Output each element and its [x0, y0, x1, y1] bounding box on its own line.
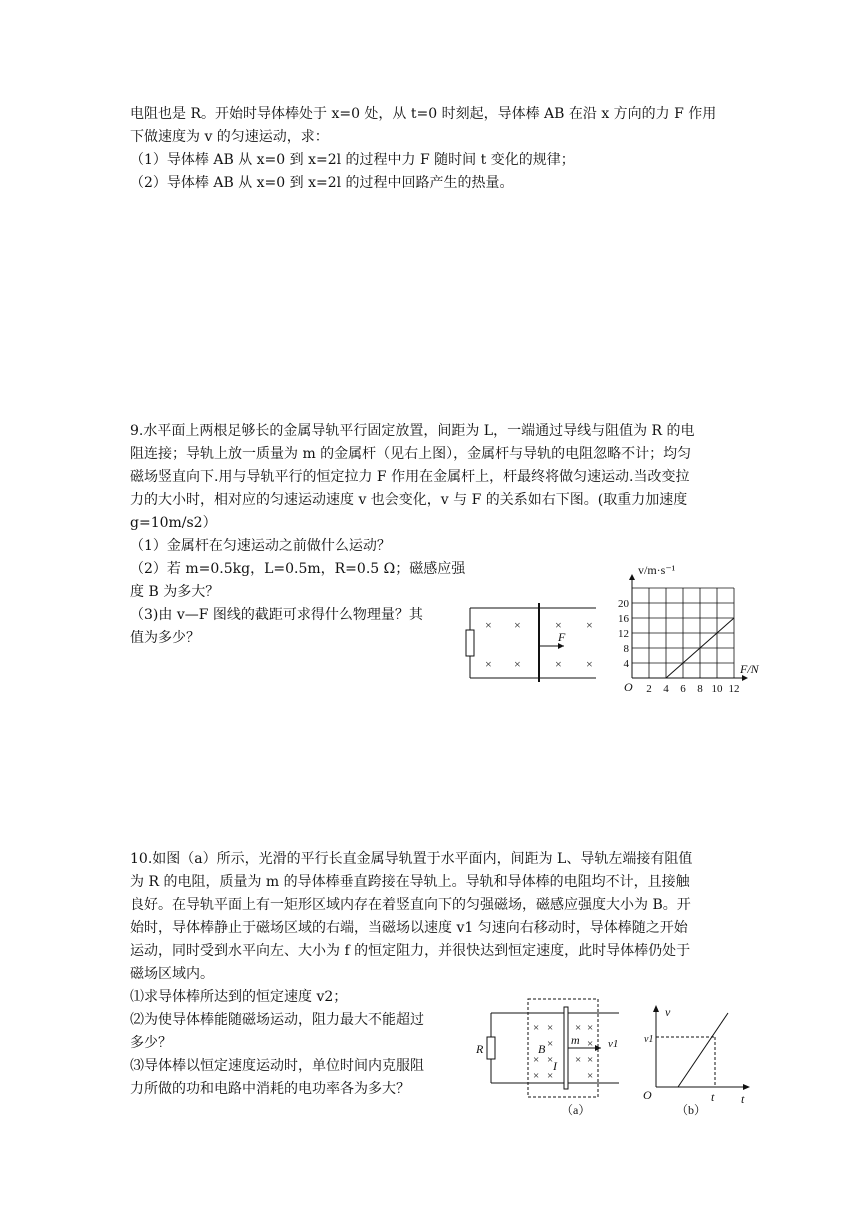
q10-line-2: 为 R 的电阻，质量为 m 的导体棒垂直跨接在导轨上。导轨和导体棒的电阻均不计，且接触 — [130, 874, 690, 890]
q9-sub-2: （2）若 m=0.5kg，L=0.5m，R=0.5 Ω；磁感应强 — [130, 561, 466, 577]
y-tick-label: 8 — [623, 643, 629, 655]
t-axis-label: t — [741, 1092, 745, 1106]
q9-vf-chart — [605, 560, 775, 700]
q8-line-1: 电阻也是 R。开始时导体棒处于 x=0 处，从 t=0 时刻起，导体棒 AB 在沿 x 方向的力 F 作用 — [130, 106, 717, 122]
field-cross: × — [533, 1054, 540, 1066]
q10-sub-3: ⑶导体棒以恒定速度运动时，单位时间内克服阻 — [130, 1058, 424, 1074]
field-cross: × — [514, 657, 521, 671]
field-cross: × — [587, 1070, 594, 1082]
q8-part-2: （2）导体棒 AB 从 x=0 到 x=2l 的过程中回路产生的热量。 — [130, 175, 514, 191]
caption-b: （b） — [676, 1103, 707, 1117]
q9-line-1: 9.水平面上两根足够长的金属导轨平行固定放置，间距为 L，一端通过导线与阻值为 R 的电 — [130, 423, 695, 439]
q10-line-3: 良好。在导轨平面上有一矩形区域内存在着竖直向下的匀强磁场，磁感应强度大小为 B。开 — [130, 897, 691, 913]
t-axis-arrowhead — [743, 1084, 750, 1090]
chart-ticks — [618, 598, 740, 695]
q10-sub-2: ⑵为使导体棒能随磁场运动，阻力最大不能超过 — [130, 1012, 424, 1028]
field-cross: × — [485, 657, 492, 671]
q10-figure-b — [636, 1003, 761, 1125]
y-tick-label: 20 — [618, 598, 629, 610]
v-axis-arrowhead — [653, 1005, 659, 1012]
field-cross: × — [555, 657, 562, 671]
q10-sub-2b: 多少？ — [130, 1035, 172, 1051]
q9-circuit-figure — [460, 600, 605, 685]
q10-line-1: 10.如图（a）所示，光滑的平行长直金属导轨置于水平面内，间距为 L、导轨左端接有阻值 — [130, 851, 693, 867]
field-cross: × — [533, 1022, 540, 1034]
x-tick-label: 4 — [663, 683, 669, 695]
q10-sub-1: ⑴求导体棒所达到的恒定速度 v2； — [130, 989, 348, 1005]
conductor-rod — [564, 1007, 568, 1089]
q10-line-6: 磁场区域内。 — [130, 966, 214, 982]
x-tick-label: 6 — [680, 683, 686, 695]
field-cross: × — [587, 1022, 594, 1034]
y-axis-arrowhead — [629, 574, 635, 580]
q9-line-5: g=10m/s2） — [130, 515, 217, 531]
field-cross: × — [514, 618, 521, 632]
v1-label: v1 — [644, 1034, 654, 1045]
q9-sub-1: （1）金属杆在匀速运动之前做什么运动？ — [130, 538, 391, 554]
q9-sub-3: （3)由 v—F 图线的截距可求得什么物理量？其 — [130, 607, 423, 623]
chart-axes — [629, 574, 748, 681]
x-tick-label: 8 — [697, 683, 703, 695]
q9-line-3: 磁场竖直向下.用与导轨平行的恒定拉力 F 作用在金属杆上，杆最终将做匀速运动.当改变拉 — [130, 469, 690, 485]
y-tick-label: 16 — [618, 613, 629, 625]
q10-line-4: 始时，导体棒静止于磁场区域的右端，当磁场以速度 v1 匀速向右移动时，导体棒随之开始 — [130, 920, 688, 936]
y-axis-label: v/m·s⁻¹ — [638, 563, 676, 577]
q9-sub-3b: 值为多少？ — [130, 630, 200, 646]
field-cross: × — [586, 618, 593, 632]
x-tick-label: 12 — [728, 683, 740, 695]
q10-sub-3b: 力所做的功和电路中消耗的电功率各为多大？ — [130, 1081, 410, 1097]
x-axis-label: F/N — [740, 662, 759, 676]
resistor-label: R — [476, 1042, 484, 1056]
field-cross: × — [555, 618, 562, 632]
v-axis-label: v — [665, 1005, 671, 1019]
field-label-b: B — [538, 1042, 546, 1056]
field-cross: × — [485, 618, 492, 632]
field-cross: × — [547, 1038, 554, 1050]
origin-label: O — [643, 1088, 652, 1102]
q9-line-2: 阻连接；导轨上放一质量为 m 的金属杆（见右上图），金属杆与导轨的电阻忽略不计；均匀 — [130, 446, 692, 462]
q9-sub-2b: 度 B 为多大？ — [130, 584, 220, 600]
velocity-label: v1 — [608, 1038, 619, 1050]
field-cross: × — [547, 1022, 554, 1034]
t-marker-label: t — [711, 1090, 715, 1104]
force-label: F — [558, 630, 566, 644]
y-tick-label: 4 — [623, 658, 629, 670]
resistor — [466, 630, 474, 656]
caption-a: （a） — [561, 1103, 591, 1117]
q10-figure-a — [473, 995, 628, 1120]
resistor — [487, 1037, 495, 1059]
q8-part-1: （1）导体棒 AB 从 x=0 到 x=2l 的过程中力 F 随时间 t 变化的规律； — [130, 152, 575, 168]
q10-line-5: 运动，同时受到水平向左、大小为 f 的恒定阻力，并很快达到恒定速度，此时导体棒仍处于 — [130, 943, 691, 959]
field-cross: × — [533, 1070, 540, 1082]
velocity-line — [678, 1013, 728, 1087]
field-cross: × — [587, 1054, 594, 1066]
field-cross: × — [586, 657, 593, 671]
field-cross: × — [547, 1070, 554, 1082]
x-tick-label: 2 — [646, 683, 652, 695]
field-cross: × — [575, 1022, 582, 1034]
field-cross: × — [547, 1054, 554, 1066]
y-tick-label: 12 — [618, 628, 629, 640]
q8-line-2: 下做速度为 v 的匀速运动，求： — [130, 129, 329, 145]
field-cross: × — [575, 1054, 582, 1066]
mass-label: m — [571, 1033, 580, 1047]
chart-grid — [632, 588, 734, 678]
q9-line-4: 力的大小时，相对应的匀速运动速度 v 也会变化，v 与 F 的关系如右下图。(取重力加速度 — [130, 492, 688, 508]
x-tick-label: 10 — [711, 683, 723, 695]
field-cross: × — [587, 1038, 594, 1050]
current-label: I — [553, 1059, 557, 1073]
origin-label: O — [624, 680, 633, 694]
